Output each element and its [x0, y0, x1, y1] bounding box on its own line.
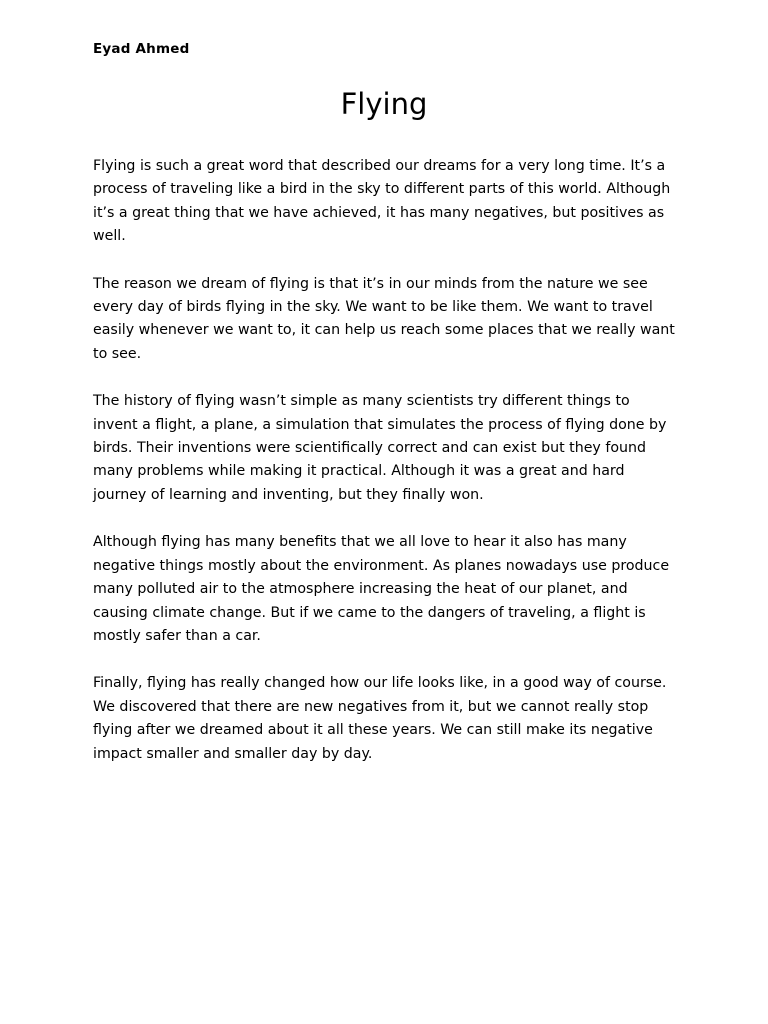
paragraph: Finally, flying has really changed how our life looks like, in a good way of course. We discovered that there are new negatives from it, but we cannot really stop flying after we dreamed about it all these years. We can still make its negative impact smaller and smaller day by day.	[93, 675, 667, 762]
author-name: Eyad Ahmed	[93, 41, 190, 57]
essay-body	[93, 155, 678, 790]
paragraph: The reason we dream of flying is that it’s in our minds from the nature we see every day of birds flying in the sky. We want to be like them. We want to travel easily whenever we want to, it can help us reach some places that we really want to see.	[93, 275, 675, 362]
page-title: Flying	[340, 87, 428, 121]
paragraph: The history of flying wasn’t simple as many scientists try different things to invent a flight, a plane, a simulation that simulates the process of flying done by birds. Their inventions were scientifically correct and can exist but they found many problems while making it practical. Although it was a great and hard journey of learning and inventing, but they finally won.	[93, 393, 667, 503]
paragraph: Flying is such a great word that described our dreams for a very long time. It’s a process of traveling like a bird in the sky to different parts of this world. Although it’s a great thing that we have achieved, it has many negatives, but positives as well.	[93, 158, 671, 245]
paragraph: Although flying has many benefits that we all love to hear it also has many negative things mostly about the environment. As planes nowadays use produce many polluted air to the atmosphere increasing the heat of our planet, and causing climate change. But if we came to the dangers of traveling, a flight is mostly safer than a car.	[93, 534, 670, 644]
